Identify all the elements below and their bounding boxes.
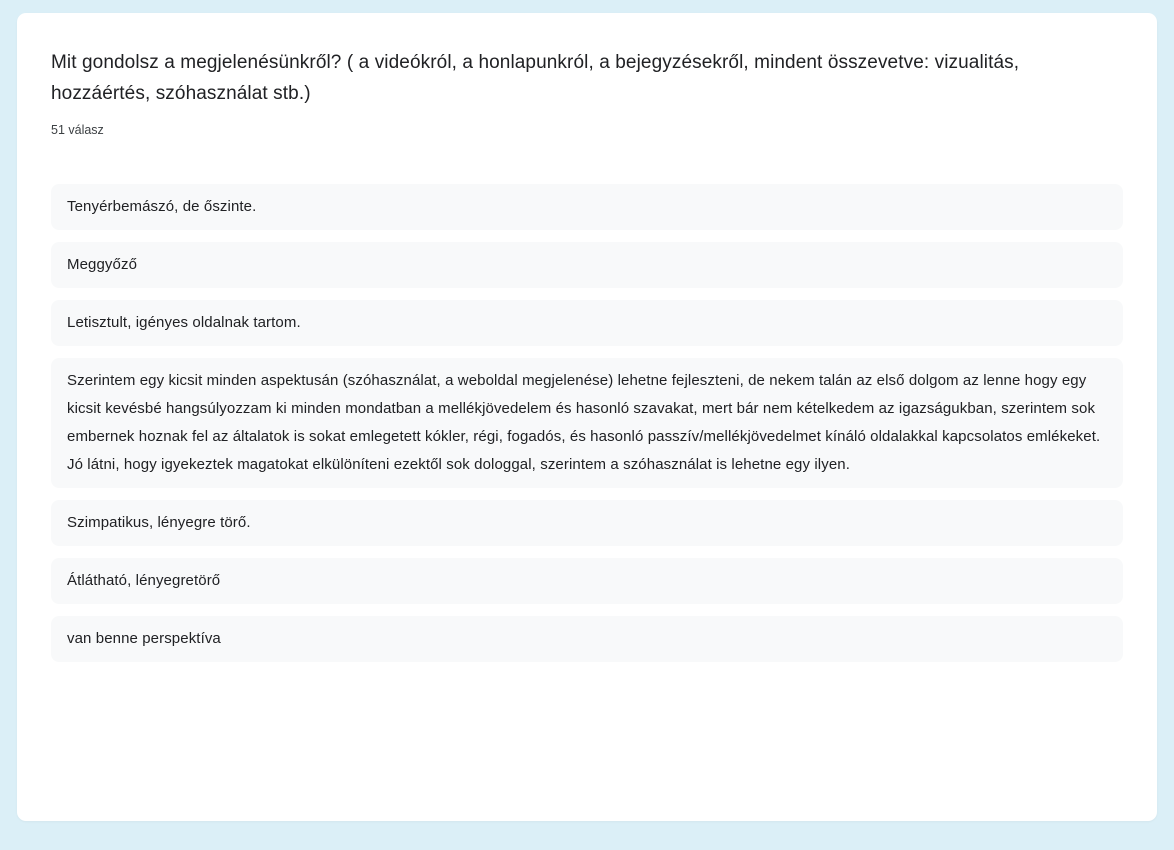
response-count-label: 51 válasz	[51, 123, 104, 137]
response-item: Letisztult, igényes oldalnak tartom.	[51, 300, 1123, 346]
page-background	[0, 13, 1174, 850]
response-item: Meggyőző	[51, 242, 1123, 288]
response-summary-card	[17, 13, 1157, 821]
responses-list	[51, 184, 1123, 662]
response-item: Szimpatikus, lényegre törő.	[51, 500, 1123, 546]
response-item: Tenyérbemászó, de őszinte.	[51, 184, 1123, 230]
response-item: Szerintem egy kicsit minden aspektusán (szóhasználat, a weboldal megjelenése) lehetne fejleszteni, de nekem talán az első dolgom az lenne hogy egy kicsit kevésbé hangsúlyozzam ki minden mondatban a mellékjövedelem és hasonló szavakat, mert bár nem kételkedem az igazságukban, szerintem sok embernek hoznak fel az általatok is sokat emlegetett kókler, régi, fogadós, és hasonló passzív/mellékjövedelmet kínáló oldalakkal kapcsolatos emlékeket. Jó látni, hogy igyekeztek magatokat elkülöníteni ezektől sok dologgal, szerintem a szóhasználat is lehetne egy ilyen.	[51, 358, 1123, 488]
response-item: Átlátható, lényegretörő	[51, 558, 1123, 604]
question-title: Mit gondolsz a megjelenésünkről? ( a videókról, a honlapunkról, a bejegyzésekről, mindent összevetve: vizualitás, hozzáértés, szóhasználat stb.)	[51, 52, 1020, 104]
response-item: van benne perspektíva	[51, 616, 1123, 662]
